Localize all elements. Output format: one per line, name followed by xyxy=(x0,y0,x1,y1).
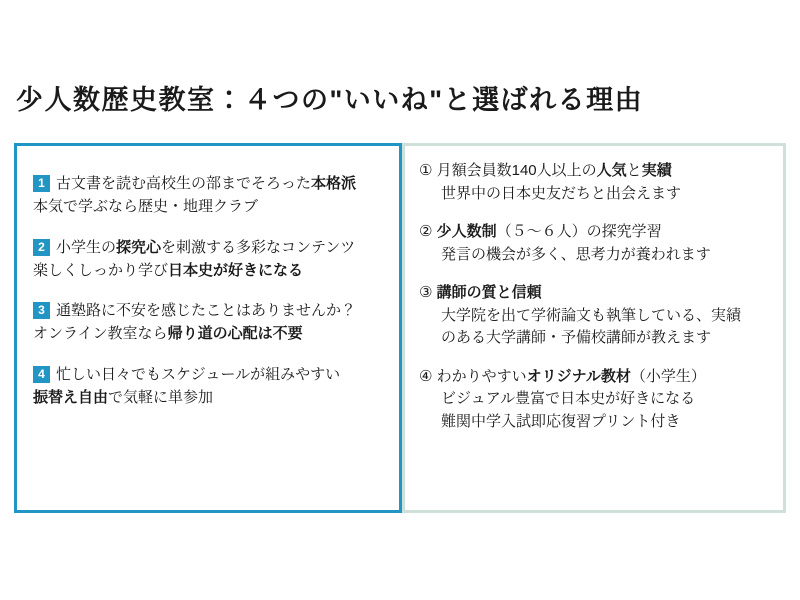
right-item-2-head-b: 少人数制 xyxy=(436,223,497,240)
right-item-4-head-b: オリジナル教材 xyxy=(526,367,631,385)
left-panel xyxy=(14,143,402,513)
badge-number-4: 4 xyxy=(33,366,50,383)
right-item-2-line-1: 発言の機会が多く、思考力が養われます xyxy=(441,245,711,263)
page-title: 少人数歴史教室：４つの"いいね"と選ばれる理由 xyxy=(16,85,644,115)
right-item-2-head-c: （５～６人）の探究学習 xyxy=(496,223,662,240)
badge-number-1: 1 xyxy=(33,175,50,192)
right-item-3-line-1: 大学院を出て学術論文も執筆している、実績 xyxy=(441,306,742,324)
left-item-1-line1 xyxy=(56,172,356,195)
right-item-1-head xyxy=(419,160,773,183)
right-panel xyxy=(402,143,786,513)
left-item-4-line1 xyxy=(56,363,340,386)
list-item xyxy=(419,366,773,434)
left-item-4-text-a: 忙しい日々でもスケジュールが組みやすい xyxy=(56,365,341,383)
right-item-3-head xyxy=(419,282,773,305)
left-item-3-line2-b: 帰り道の心配は不要 xyxy=(167,325,303,343)
list-item xyxy=(33,172,385,219)
right-item-3-head-b: 講師の質と信頼 xyxy=(436,284,542,301)
right-item-2-marker: ② xyxy=(419,223,433,240)
list-item xyxy=(419,282,773,350)
right-item-4-marker: ④ xyxy=(419,367,433,385)
left-item-3-line1 xyxy=(56,299,356,322)
left-item-2-text-c: を刺激する多彩なコンテンツ xyxy=(161,238,356,256)
left-item-1-text-a: 古文書を読む高校生の部までそろった xyxy=(56,175,312,192)
right-item-4-line-2: 難関中学入試即応復習プリント付き xyxy=(441,412,681,430)
left-item-3-text-a: 通塾路に不安を感じたことはありませんか？ xyxy=(56,302,357,319)
right-item-4-head-a: わかりやすい xyxy=(436,367,527,385)
right-item-2-head xyxy=(419,221,773,244)
right-item-1-head-c: と xyxy=(626,162,642,179)
left-item-4-line2 xyxy=(33,386,385,409)
list-item xyxy=(33,236,385,283)
left-item-1-line2 xyxy=(33,195,385,218)
right-item-4-head xyxy=(419,366,773,389)
right-item-1-head-b: 人気 xyxy=(596,162,627,179)
right-item-1-marker: ① xyxy=(419,162,433,179)
left-item-3-line2 xyxy=(33,322,385,345)
panels-container xyxy=(14,143,786,513)
list-item xyxy=(33,299,385,346)
left-item-2-text-b: 探究心 xyxy=(116,238,162,256)
left-item-2-line2-a: 楽しくしっかり学び xyxy=(33,261,169,279)
right-item-1-line-1: 世界中の日本史友だちと出会えます xyxy=(441,184,682,202)
right-item-4-line-1: ビジュアル豊富で日本史が好きになる xyxy=(441,390,696,407)
right-item-3-line-2: のある大学講師・予備校講師が教えます xyxy=(441,329,712,346)
left-item-4-line2-b: で気軽に単参加 xyxy=(108,388,214,406)
list-item xyxy=(33,363,385,410)
badge-number-3: 3 xyxy=(33,302,50,319)
right-item-1-head-d: 実績 xyxy=(641,162,672,179)
left-item-3-line2-a: オンライン教室なら xyxy=(33,325,168,343)
right-item-3-marker: ③ xyxy=(419,284,433,301)
badge-number-2: 2 xyxy=(33,239,50,256)
list-item xyxy=(419,160,773,205)
left-item-1-line2-a: 本気で学ぶなら歴史・地理クラブ xyxy=(33,198,259,216)
left-item-2-line1 xyxy=(56,236,355,259)
left-item-2-line2 xyxy=(33,259,385,282)
right-item-1-head-a: 月額会員数140人以上の xyxy=(436,162,597,179)
left-item-1-text-b: 本格派 xyxy=(311,175,357,192)
list-item xyxy=(419,221,773,266)
left-item-2-text-a: 小学生の xyxy=(56,238,117,256)
right-item-4-head-c: （小学生） xyxy=(630,367,706,385)
left-item-4-line2-a: 振替え自由 xyxy=(33,388,109,406)
left-item-2-line2-b: 日本史が好きになる xyxy=(168,261,304,279)
